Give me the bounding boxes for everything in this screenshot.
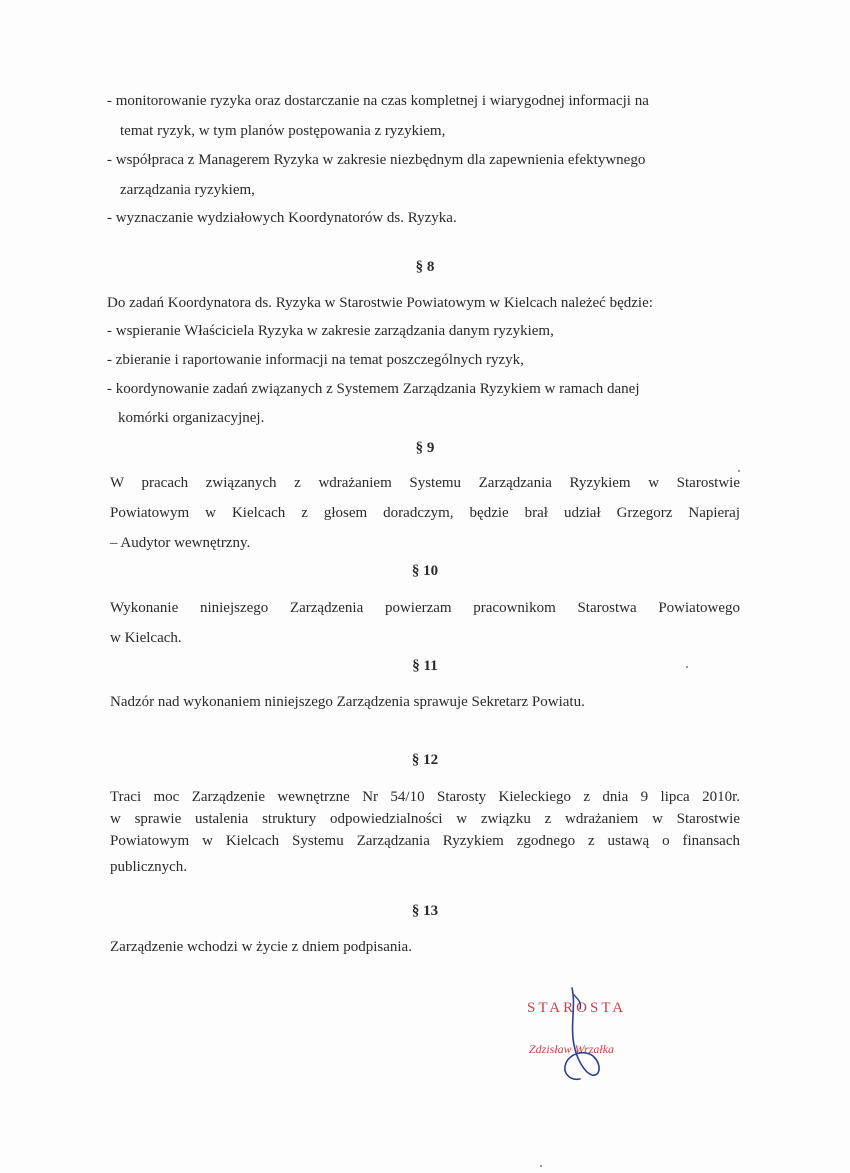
section-8-bullet-3: - koordynowanie zadań związanych z Systemem Zarządzania Ryzykiem w ramach danej [107, 381, 640, 397]
section-10-line-2: w Kielcach. [110, 630, 182, 646]
section-11-heading: § 11 [412, 658, 438, 674]
section-9-heading: § 9 [415, 440, 435, 456]
handwritten-signature [530, 985, 620, 1085]
section-10-heading: § 10 [411, 563, 439, 579]
section-8-bullet-2: - zbieranie i raportowanie informacji na temat poszczególnych ryzyk, [107, 352, 524, 368]
stamp-title: STAROSTA [527, 1000, 627, 1016]
bullet-monitoring-cont: temat ryzyk, w tym planów postępowania z ryzykiem, [120, 123, 446, 139]
section-12-line-4: publicznych. [110, 859, 188, 875]
section-12-line-1: Traci moc Zarządzenie wewnętrzne Nr 54/10 Starosty Kieleckiego z dnia 9 lipca 2010r. [110, 789, 740, 805]
section-8-intro: Do zadań Koordynatora ds. Ryzyka w Starostwie Powiatowym w Kielcach należeć będzie: [107, 295, 653, 311]
section-9-line-2: Powiatowym w Kielcach z głosem doradczym, będzie brał udział Grzegorz Napieraj [110, 505, 740, 521]
scan-speck [540, 1165, 542, 1167]
bullet-appointment: - wyznaczanie wydziałowych Koordynatorów ds. Ryzyka. [107, 210, 457, 226]
bullet-monitoring: - monitorowanie ryzyka oraz dostarczanie na czas kompletnej i wiarygodnej informacji na [107, 93, 649, 109]
stamp-name: Zdzisław Wrzałka [529, 1042, 615, 1056]
bullet-cooperation: - współpraca z Managerem Ryzyka w zakresie niezbędnym dla zapewnienia efektywnego [107, 152, 646, 168]
bullet-cooperation-cont: zarządzania ryzykiem, [120, 182, 255, 198]
section-12-line-3: Powiatowym w Kielcach Systemu Zarządzania Ryzykiem zgodnego z ustawą o finansach [110, 833, 740, 849]
section-9-line-1: W pracach związanych z wdrażaniem Systemu Zarządzania Ryzykiem w Starostwie [110, 475, 740, 491]
section-13-heading: § 13 [411, 903, 439, 919]
scan-speck [738, 470, 740, 472]
scan-speck [686, 666, 688, 668]
section-8-bullet-3-cont: komórki organizacyjnej. [118, 410, 265, 426]
section-8-heading: § 8 [415, 259, 435, 275]
section-13-text: Zarządzenie wchodzi w życie z dniem podpisania. [110, 939, 412, 955]
section-8-bullet-1: - wspieranie Właściciela Ryzyka w zakresie zarządzania danym ryzykiem, [107, 323, 554, 339]
section-12-heading: § 12 [411, 752, 439, 768]
section-10-line-1: Wykonanie niniejszego Zarządzenia powierzam pracownikom Starostwa Powiatowego [110, 600, 740, 616]
section-9-line-3: – Audytor wewnętrzny. [110, 535, 251, 551]
section-12-line-2: w sprawie ustalenia struktury odpowiedzialności w związku z wdrażaniem w Starostwie [110, 811, 740, 827]
section-11-text: Nadzór nad wykonaniem niniejszego Zarządzenia sprawuje Sekretarz Powiatu. [110, 694, 585, 710]
